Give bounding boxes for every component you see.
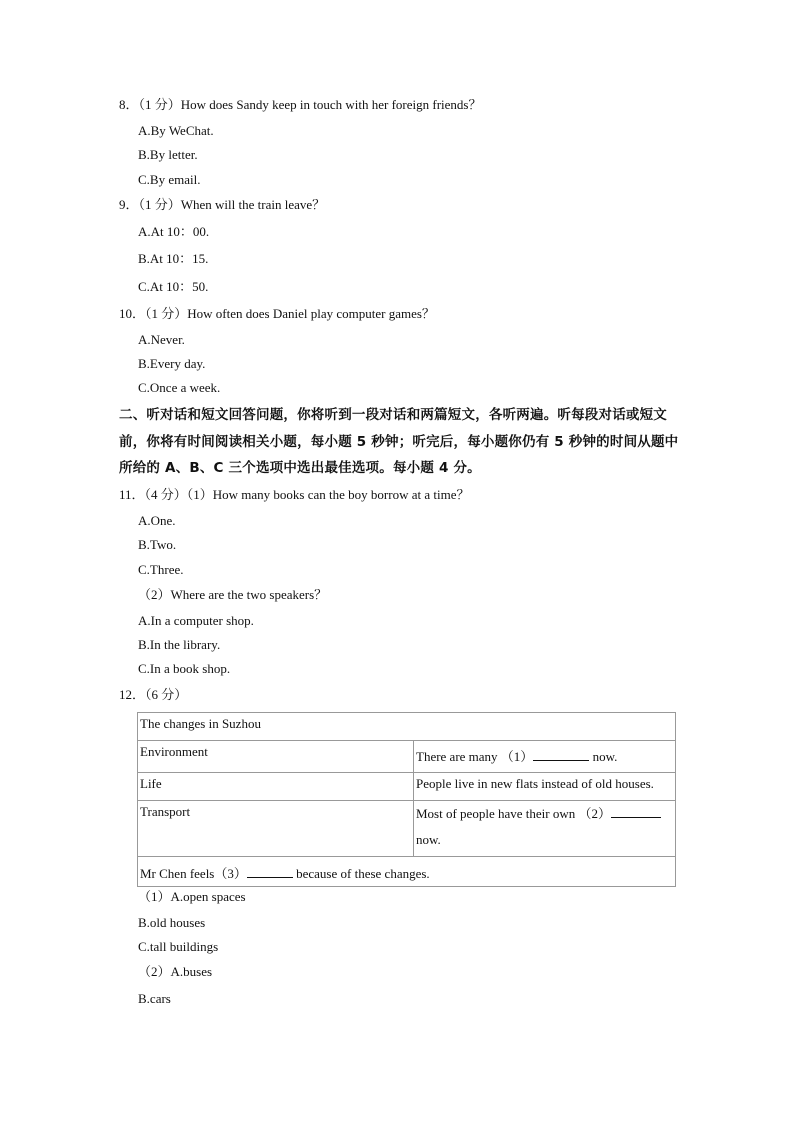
q11-stem: 11．（4 分）（1）How many books can the boy borrow at a time？ xyxy=(119,487,470,502)
q11-1-option-b: B.Two. xyxy=(138,537,177,552)
table-title: The changes in Suzhou xyxy=(138,713,676,741)
q12-1-option-b: B.old houses xyxy=(138,915,206,930)
q12-2-option-b: B.cars xyxy=(138,991,171,1006)
table-label-transport: Transport xyxy=(138,801,414,857)
q8-stem: 8．（1 分）How does Sandy keep in touch with her foreign friends？ xyxy=(119,97,482,112)
table-env-prefix: There are many （1） xyxy=(416,749,534,764)
blank-3 xyxy=(247,865,293,878)
table-label-environment: Environment xyxy=(138,741,414,773)
q12-stem: 12．（6 分） xyxy=(119,687,188,702)
q10-option-c: C.Once a week. xyxy=(138,380,221,395)
q12-2-option-a xyxy=(138,964,212,980)
q9-stem: 9．（1 分）When will the train leave？ xyxy=(119,197,326,212)
q10-option-a: A.Never. xyxy=(138,332,185,347)
q12-sub1-option-a-text: A.open spaces xyxy=(170,889,246,904)
q11-2-option-a: A.In a computer shop. xyxy=(138,613,254,628)
q8-option-c: C.By email. xyxy=(138,172,201,187)
q11-1-option-c: C.Three. xyxy=(138,562,184,577)
q8-option-a: A.By WeChat. xyxy=(138,123,214,138)
table-transport-suffix: now. xyxy=(416,832,441,847)
q9-option-b: B.At 10：15. xyxy=(138,251,209,266)
q11-1-option-a: A.One. xyxy=(138,513,176,528)
q12-sub1-prefix: （1） xyxy=(138,889,171,904)
changes-table xyxy=(137,712,676,887)
q10-option-b: B.Every day. xyxy=(138,356,206,371)
q9-option-c: C.At 10：50. xyxy=(138,279,209,294)
q11-2-option-b: B.In the library. xyxy=(138,637,221,652)
table-footer-suffix: because of these changes. xyxy=(292,866,430,881)
q12-sub2-option-a-text: A.buses xyxy=(170,964,213,979)
q11-sub2-stem: （2）Where are the two speakers？ xyxy=(138,587,328,602)
table-footer-prefix: Mr Chen feels（3） xyxy=(140,866,247,881)
table-label-life: Life xyxy=(138,773,414,801)
table-footer xyxy=(138,857,676,887)
q12-1-option-c: C.tall buildings xyxy=(138,939,219,954)
table-value-life: People live in new flats instead of old houses. xyxy=(414,773,676,801)
table-value-environment xyxy=(414,741,676,773)
q11-2-option-c: C.In a book shop. xyxy=(138,661,231,676)
blank-1 xyxy=(533,748,589,761)
q9-option-a: A.At 10：00. xyxy=(138,224,210,239)
blank-2 xyxy=(611,805,661,818)
q8-option-b: B.By letter. xyxy=(138,147,198,162)
section-2-instructions: 二、听对话和短文回答问题，你将听到一段对话和两篇短文，各听两遍。听每段对话或短文前，你将有时间阅读相关小题，每小题 5 秒钟；听完后，每小题你仍有 5 秒钟的时间从题中所给的 A、B、C 三个选项中选出最佳选项。每小题 4 分。 xyxy=(119,407,679,476)
q12-1-option-a xyxy=(138,889,246,905)
q10-stem: 10．（1 分）How often does Daniel play computer games？ xyxy=(119,306,435,321)
table-env-suffix: now. xyxy=(589,749,618,764)
q12-sub2-prefix: （2） xyxy=(138,964,171,979)
table-transport-prefix: Most of people have their own （2） xyxy=(416,806,611,821)
table-value-transport xyxy=(414,801,676,857)
